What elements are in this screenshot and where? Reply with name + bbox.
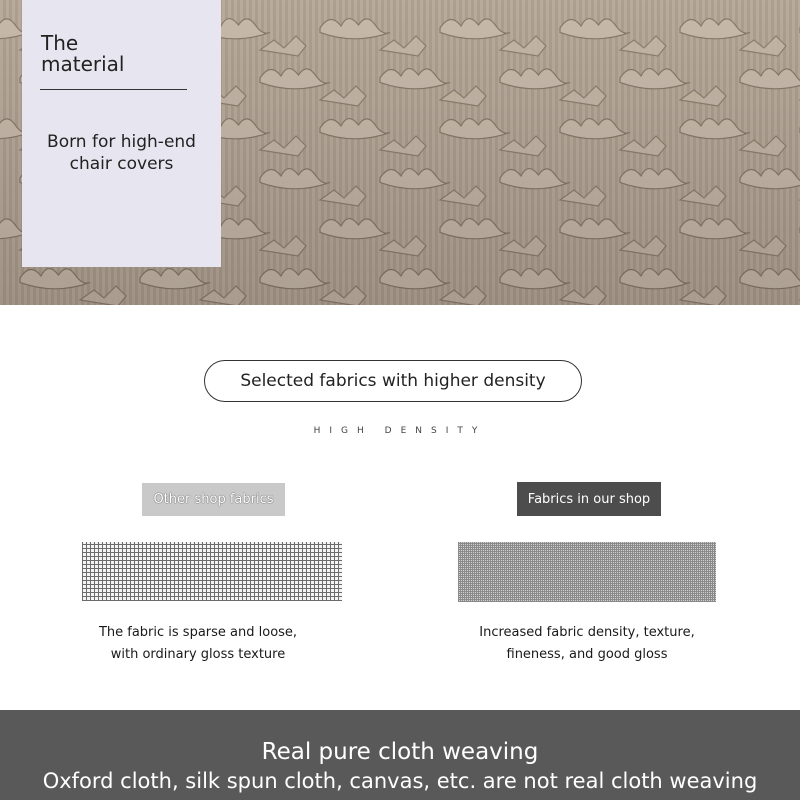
- banner-title: Real pure cloth weaving: [261, 739, 539, 765]
- material-info-panel: [22, 0, 221, 267]
- our-shop-caption: Increased fabric density, texture, fineness, and good gloss: [479, 625, 695, 662]
- dense-weave-swatch: [458, 542, 716, 602]
- sparse-weave-swatch: [82, 542, 342, 601]
- density-heading-pill: [204, 360, 582, 402]
- material-subtitle: Born for high-end chair covers: [47, 132, 196, 174]
- density-heading: Selected fabrics with higher density: [240, 371, 546, 391]
- fabric-hero-image: [0, 0, 800, 305]
- other-shop-caption: The fabric is sparse and loose, with ordinary gloss texture: [98, 625, 298, 662]
- material-title: The material: [41, 31, 125, 76]
- weaving-banner: [0, 710, 800, 800]
- other-shop-label: [142, 483, 285, 516]
- banner-subtitle: Oxford cloth, silk spun cloth, canvas, etc. are not real cloth weaving: [42, 769, 758, 793]
- title-divider: [40, 89, 187, 90]
- our-shop-label-text: Fabrics in our shop: [527, 491, 651, 507]
- other-shop-label-text: Other shop fabrics: [153, 492, 274, 507]
- our-shop-label: [517, 482, 661, 516]
- high-density-tagline: HIGH DENSITY: [313, 426, 487, 436]
